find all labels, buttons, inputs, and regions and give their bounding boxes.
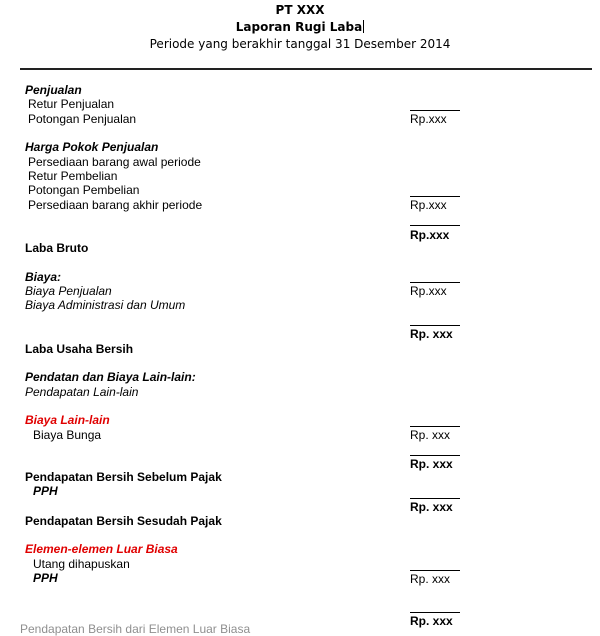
section-biaya: Biaya: [25,270,62,284]
amount-value: Rp. xxx [410,500,453,514]
section-hpp: Harga Pokok Penjualan [25,140,159,154]
amount-overline [410,325,460,326]
line-pendapatan-sebelum-pajak: Pendapatan Bersih Sebelum Pajak [25,470,222,484]
amount-overline [410,612,460,613]
amount-overline [410,225,460,226]
amount-value: Rp.xxx [410,112,447,126]
amount-value: Rp.xxx [410,228,450,242]
line-laba-bruto: Laba Bruto [25,241,89,255]
report-period: Periode yang berakhir tanggal 31 Desember 2014 [149,37,451,51]
line-biaya-penjualan: Biaya Penjualan [25,284,112,298]
section-penjualan: Penjualan [25,83,82,97]
line-utang-dihapuskan: Utang dihapuskan [33,557,130,571]
amount-overline [410,282,460,283]
line-potongan-penjualan: Potongan Penjualan [28,112,137,126]
amount-value: Rp.xxx [410,198,447,212]
line-pendapatan-sesudah-pajak: Pendapatan Bersih Sesudah Pajak [25,514,222,528]
amount-overline [410,110,460,111]
line-biaya-admin: Biaya Administrasi dan Umum [25,298,186,312]
line-pph: PPH [33,571,58,585]
text-cursor [363,20,364,33]
amount-value: Rp. xxx [410,327,453,341]
company-name: PT XXX [275,3,325,17]
report-title [0,20,600,34]
amount-overline [410,426,460,427]
amount-value: Rp.xxx [410,284,447,298]
line-retur-penjualan: Retur Penjualan [28,97,115,111]
line-persediaan-akhir: Persediaan barang akhir periode [28,198,203,212]
section-biaya-lain: Biaya Lain-lain [25,413,110,427]
section-elemen-luar-biasa: Elemen-elemen Luar Biasa [25,542,178,556]
amount-value: Rp. xxx [410,572,451,586]
amount-value: Rp. xxx [410,457,453,471]
header-divider [20,68,592,70]
amount-overline [410,196,460,197]
report-title-text: Laporan Rugi Laba [235,20,363,34]
amount-value: Rp. xxx [410,614,453,628]
line-pendapatan-lain: Pendapatan Lain-lain [25,385,139,399]
amount-overline [410,455,460,456]
amount-value: Rp. xxx [410,428,451,442]
line-pph: PPH [33,484,58,498]
amount-overline [410,570,460,571]
amount-overline [410,498,460,499]
line-persediaan-awal: Persediaan barang awal periode [28,155,201,169]
line-potongan-pembelian: Potongan Pembelian [28,183,140,197]
line-biaya-bunga: Biaya Bunga [33,428,102,442]
section-pendapatan-biaya-lain: Pendatan dan Biaya Lain-lain: [25,370,196,384]
line-retur-pembelian: Retur Pembelian [28,169,118,183]
line-laba-usaha: Laba Usaha Bersih [25,342,134,356]
line-pendapatan-luar-biasa: Pendapatan Bersih dari Elemen Luar Biasa [20,622,251,636]
